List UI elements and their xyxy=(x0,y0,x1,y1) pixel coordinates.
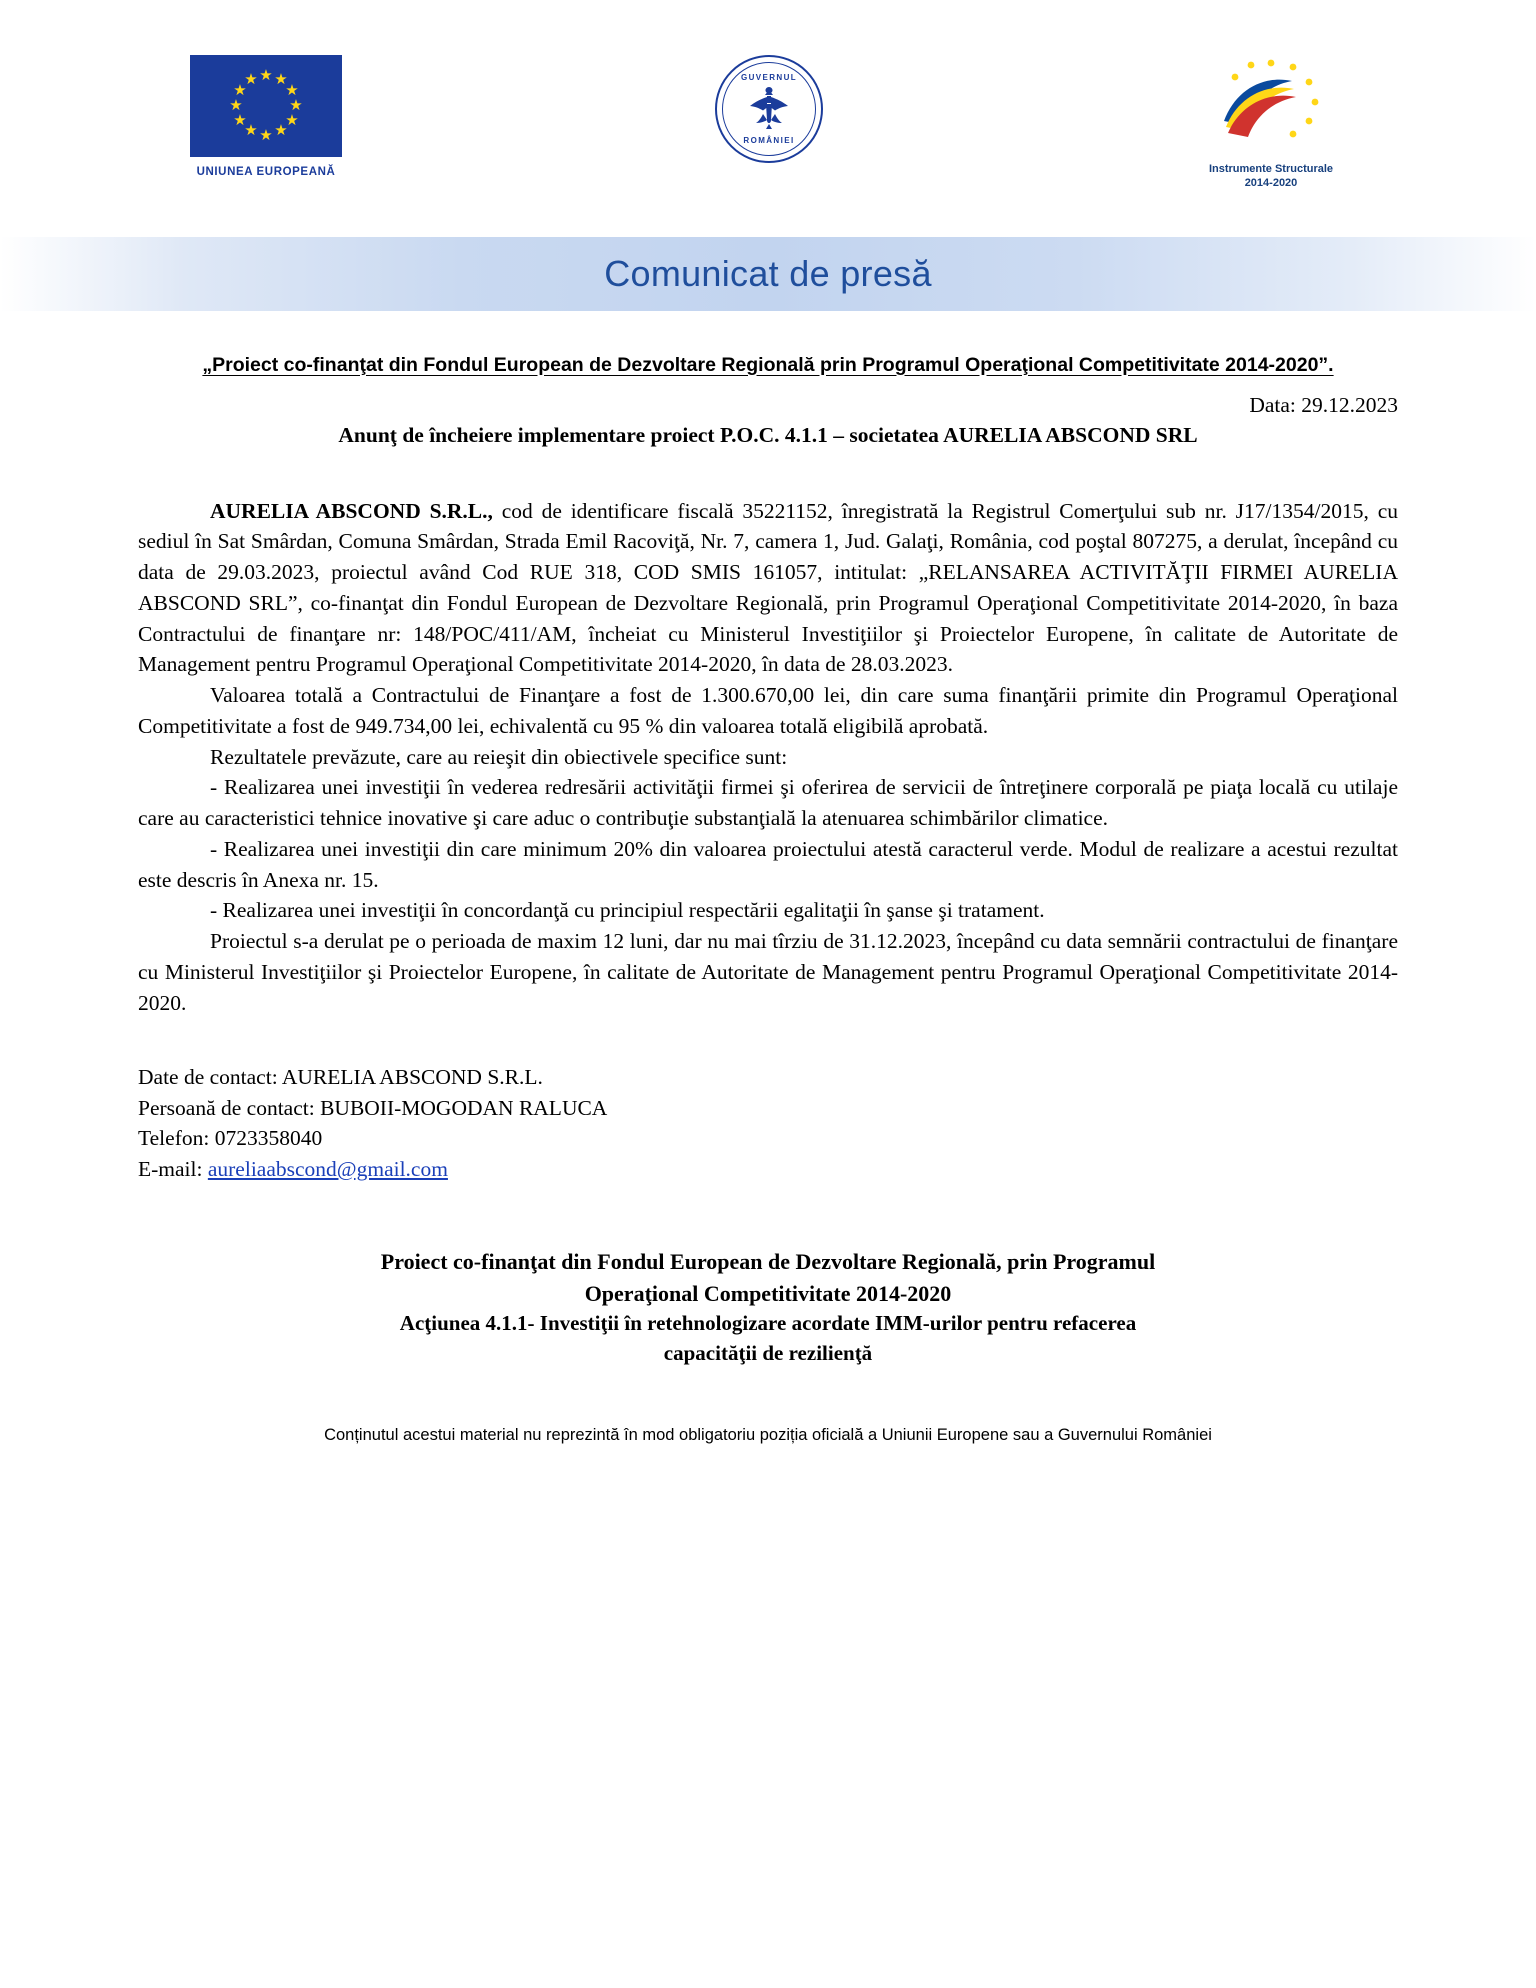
document-date: Data: 29.12.2023 xyxy=(1249,392,1398,417)
paragraph-result-1: - Realizarea unei investiţii în vederea redresării activităţii firmei şi oferirea de servicii de întreţinere corporală pe piaţa locală cu utilaje care au caracteristici tehnice inovative şi care aduc o contribuţie substanţială la atenuarea schimbărilor climatice. xyxy=(138,775,1398,831)
contact-company: Date de contact: AURELIA ABSCOND S.R.L. xyxy=(138,1065,543,1090)
si-caption-line1: Instrumente Structurale xyxy=(1208,163,1334,175)
footer-title-line1: Proiect co-finanţat din Fondul European de Dezvoltare Regională, prin Programul xyxy=(380,1249,1156,1275)
eu-star-icon: ★ xyxy=(259,127,273,144)
contact-block xyxy=(138,1062,1398,1184)
footer-action-line1: Acţiunea 4.1.1- Investiţii în retehnologizare acordate IMM-urilor pentru refacerea xyxy=(399,1310,1137,1335)
paragraph-result-2: - Realizarea unei investiţii din care minimum 20% din valoarea proiectului atestă caracterul verde. Modul de realizare a acestui rezultat este descris în Anexa nr. 15. xyxy=(138,836,1398,892)
eu-star-icon: ★ xyxy=(233,112,247,129)
press-release-banner xyxy=(0,237,1536,311)
eu-flag-icon xyxy=(190,55,342,157)
footer-action-line2: capacităţii de rezilienţă xyxy=(663,1340,873,1365)
eu-star-icon: ★ xyxy=(229,97,243,114)
structural-instruments-caption xyxy=(1209,163,1333,191)
footer-action-title xyxy=(138,1309,1398,1369)
logo-header xyxy=(0,0,1536,191)
eu-star-icon: ★ xyxy=(274,71,288,88)
company-name: AURELIA ABSCOND S.R.L., xyxy=(210,498,493,523)
eu-logo xyxy=(190,55,342,178)
eu-star-icon: ★ xyxy=(233,82,247,99)
page-title: „Proiect co-finanţat din Fondul European de Dezvoltare Regională prin Programul Operaţional Competitivitate 2014-2020”. xyxy=(202,353,1334,376)
paragraph-results-intro: Rezultatele prevăzute, care au reieşit din obiectivele specifice sunt: xyxy=(210,744,788,769)
banner-title: Comunicat de presă xyxy=(604,252,932,294)
contact-email-link[interactable]: aureliaabscond@gmail.com xyxy=(207,1156,448,1181)
body-text xyxy=(138,496,1398,1018)
structural-instruments-logo xyxy=(1196,55,1346,191)
eu-star-icon: ★ xyxy=(244,123,258,140)
footer-title-line2: Operaţional Competitivitate 2014-2020 xyxy=(584,1280,952,1306)
eagle-icon xyxy=(747,84,791,134)
eu-star-icon: ★ xyxy=(274,123,288,140)
eu-star-icon: ★ xyxy=(244,71,258,88)
contact-email-row xyxy=(138,1154,1398,1185)
document-content xyxy=(0,351,1536,1476)
structural-instruments-icon xyxy=(1196,55,1346,159)
footer-disclaimer: Conținutul acestui material nu reprezintă în mod obligatoriu poziția oficială a Uniunii Europene sau a Guvernului României xyxy=(324,1426,1212,1445)
footer-program-title xyxy=(138,1246,1398,1308)
company-details-text: cod de identificare fiscală 35221152, înregistrată la Registrul Comerţului sub nr. J17/1354/2015, cu sediul în Sat Smârdan, Comuna Smârdan, Strada Emil Racoviţă, Nr. 7, camera 1, Jud. Galaţi, România, cod poştal 807275, a derulat, începând cu data de 29.03.2023, proiectul având Cod RUE 318, COD SMIS 161057, intitulat: „RELANSAREA ACTIVITĂŢII FIRMEI AURELIA ABSCOND SRL”, co-finanţat din Fondul European de Dezvoltare Regională, prin Programul Operaţional Competitivitate 2014-2020, în baza Contractului de finanţare nr: 148/POC/411/AM, încheiat cu Ministerul Investiţiilor şi Proiectelor Europene, în calitate de Autoritate de Management pentru Programul Operaţional Competitivitate 2014-2020, în data de 28.03.2023. xyxy=(138,498,1398,677)
contact-phone: Telefon: 0723358040 xyxy=(138,1126,323,1151)
paragraph-duration: Proiectul s-a derulat pe o perioada de maxim 12 luni, dar nu mai tîrziu de 31.12.2023, începând cu data semnării contractului de finanţare cu Ministerul Investiţiilor şi Proiectelor Europene, în calitate de Autoritate de Management pentru Programul Operaţional Competitivitate 2014-2020. xyxy=(138,929,1398,1015)
gov-seal-icon xyxy=(715,55,823,163)
eu-star-icon: ★ xyxy=(259,67,273,84)
gov-seal-bottom-text: ROMÂNIEI xyxy=(743,136,795,145)
paragraph-company-details xyxy=(138,496,1398,680)
paragraph-contract-value: Valoarea totală a Contractului de Finanţare a fost de 1.300.670,00 lei, din care suma finanţării primite din Programul Operaţional Competitivitate a fost de 949.734,00 lei, echivalentă cu 95 % din valoarea totală eligibilă aprobată. xyxy=(138,683,1398,738)
eu-star-icon: ★ xyxy=(285,112,299,129)
contact-person: Persoană de contact: BUBOII-MOGODAN RALUCA xyxy=(138,1095,608,1120)
eu-star-icon: ★ xyxy=(285,82,299,99)
si-caption-line2: 2014-2020 xyxy=(1244,176,1298,189)
eu-logo-caption: UNIUNEA EUROPEANĂ xyxy=(196,166,336,178)
document-subtitle: Anunţ de încheiere implementare proiect P.O.C. 4.1.1 – societatea AURELIA ABSCOND SRL xyxy=(338,422,1198,447)
paragraph-result-3: - Realizarea unei investiţii în concordanţă cu principiul respectării egalitaţii în şanse şi tratament. xyxy=(210,898,1045,923)
eu-star-icon: ★ xyxy=(289,97,303,114)
gov-seal-top-text: GUVERNUL xyxy=(740,73,798,82)
contact-email-label: E-mail: xyxy=(138,1156,208,1181)
government-of-romania-logo xyxy=(715,55,823,163)
